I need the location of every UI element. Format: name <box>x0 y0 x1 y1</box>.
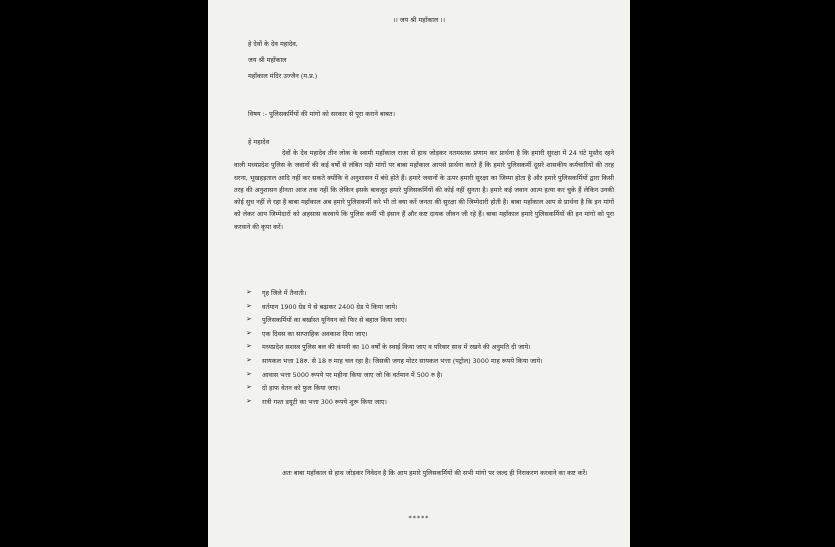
arrow-bullet-icon: ➢ <box>246 383 252 392</box>
closing-text: अतः बाबा महाँकाल से हाथ जोड़कर निवेदन है कि आप हमारे पुलिसकर्मियों की सभी मांगो पर जल्द ही निराकरण करवाने का कष्ट करें। <box>282 469 588 477</box>
list-item <box>246 397 616 407</box>
closing-paragraph <box>234 467 614 479</box>
body-paragraph <box>234 147 614 233</box>
letter-page <box>208 0 630 547</box>
arrow-bullet-icon: ➢ <box>246 355 252 364</box>
greeting: हे महादेव <box>248 138 270 146</box>
list-item <box>246 383 616 393</box>
arrow-bullet-icon: ➢ <box>246 315 252 324</box>
demands-list <box>246 288 616 410</box>
demand-text: सायकल भत्ता 18रु. से 18 रु माह चल रहा है। जिसकी जगह मोटर सायकल भत्ता (पट्रोल) 3000 माह रूपये किया जाये। <box>262 356 543 365</box>
list-item <box>246 370 616 380</box>
body-paragraph-text: देवों के देव महादेव तीन लोक के स्वामी महाँकाल राजा से हाथ जोड़कर नतमस्तक प्रणाम कर प्रार्थना है कि हमारी सुरक्षा में 24 घंटे मुस्तैद रहने वाली मध्यप्रदेश पुलिस के जवानों की कई वर्षों से लंबित पड़ी मांगों पर बाबा महाँकाल आपसे प्रार्थना करते हैं कि हमारे पुलिसकर्मी दूसरे शासकीय कर्मचारियों की तरह धरना, भूखहड़ताल आदि नहीं कर सकते क्योंकि वे अनुशासन में बंधे होते हैं। हमारे जवानों के ऊपर हमारी सुरक्षा का जिम्मा होता है और हमारे पुलिसकर्मियों द्वारा किसी तरह की अनुशासन हीनता आज तक नहीं कि लेकिन इसके बावजूद हमारे पुलिसकर्मियों की कोई नहीं सुनता है। हमारे कई जवान आत्म हत्या कर चुके हैं लेकिन उनकी कोई सुध नहीं ले रहा है बाबा महाँकाल अब हमारे पुलिसकर्मी करे भी तो क्या करें जनता की सुरक्षा की जिम्मेदारी होती है। बाबा महाँकाल आप से प्रार्थना है कि इन मांगों को लेकर आप जिम्मेदारों को अहसास करवाये कि पुलिस कर्मी भी इंसान हैं और कष्ट दायक जीवन जी रहे हैं। बाबा महाँकाल हमारे पुलिसकर्मियों की इन मांगो को पूरा करवाने की कृपा करें। <box>234 149 614 231</box>
demand-text: रात्री गश्त डयूटी का भत्ता 300 रूपये शुरू किया जाए। <box>262 397 387 406</box>
demand-text: गृह जिले में तैनाती। <box>262 289 307 297</box>
demand-text: दो हाफ वेतन को फुल किया जाए। <box>262 384 341 393</box>
list-item <box>246 329 616 339</box>
list-item <box>246 302 616 312</box>
demand-text: पुलिसकर्मियों का बर्खास्त यूनियन को फिर से बहाल किया जाए। <box>262 316 407 325</box>
list-item <box>246 315 616 325</box>
invocation-heading: ।। जय श्री महाँकाल ।। <box>392 16 446 24</box>
arrow-bullet-icon: ➢ <box>246 369 252 378</box>
addressee-line-1: हे देवों के देव महादेव, <box>248 40 298 48</box>
end-mark: ***** <box>408 514 430 522</box>
list-item <box>246 288 616 298</box>
demand-text: आवास भत्ता 5000 रूपये पर महीना किया जाए जो कि वर्तमान में 500 रु है। <box>262 370 443 379</box>
demand-text: वर्तमान 1900 ग्रेड पे से बढ़ाकर 2400 ग्रेड पे किया जाये। <box>262 302 398 311</box>
arrow-bullet-icon: ➢ <box>246 328 252 337</box>
arrow-bullet-icon: ➢ <box>246 288 252 296</box>
subject-line: विषय :- पुलिसकर्मियों की मांगो को सरकार से पूरा कराने बाबत। <box>248 110 395 118</box>
demand-text: एक दिवस का साप्ताहिक अवकाश दिया जाए। <box>262 329 368 338</box>
demand-text: मध्यप्रदेश सशस्त्र पुलिस बल की कंपनी का 10 वर्षों के स्थाई किया जाए व परिवार साथ में रखने की अनुमति दी जाये। <box>262 343 531 352</box>
arrow-bullet-icon: ➢ <box>246 396 252 405</box>
addressee-line-2: जय श्री महाँकाल <box>248 56 287 64</box>
arrow-bullet-icon: ➢ <box>246 301 252 310</box>
arrow-bullet-icon: ➢ <box>246 342 252 351</box>
addressee-line-3: महाँकाल मंदिर उज्जैन (म.प्र.) <box>248 72 318 80</box>
list-item <box>246 356 616 366</box>
list-item <box>246 342 616 352</box>
